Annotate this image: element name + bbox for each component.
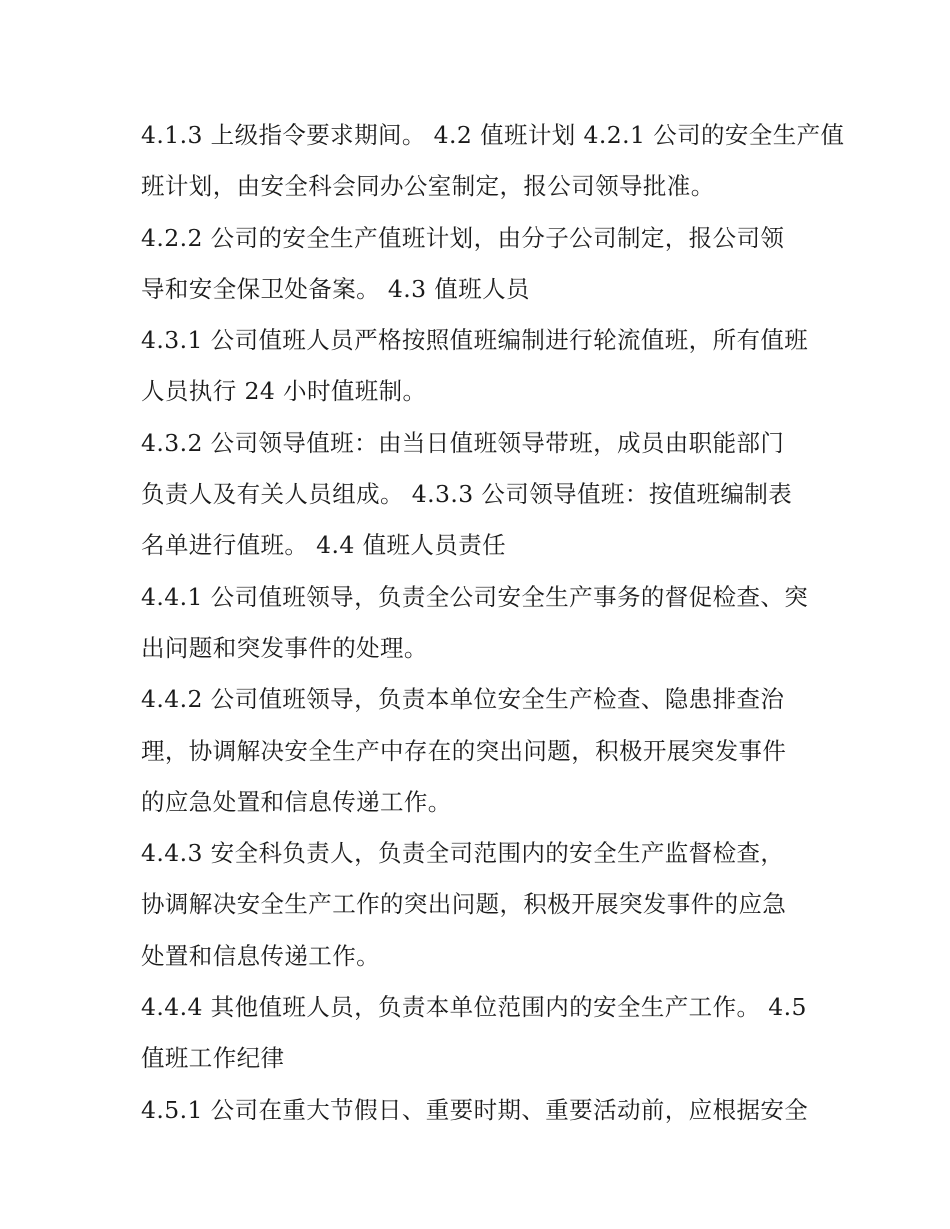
text-line: 4.4.3 安全科负责人，负责全司范围内的安全生产监督检查， [141, 839, 785, 868]
text-line: 4.1.3 上级指令要求期间。 4.2 值班计划 4.2.1 公司的安全生产值 [141, 121, 845, 149]
text-line: 处置和信息传递工作。 [141, 941, 380, 970]
text-line: 值班工作纪律 [141, 1044, 285, 1073]
text-line: 导和安全保卫处备案。 4.3 值班人员 [141, 274, 530, 303]
text-line: 负责人及有关人员组成。 4.3.3 公司领导值班：按值班编制表 [141, 480, 793, 509]
text-line: 4.2.2 公司的安全生产值班计划，由分子公司制定，报公司领 [141, 223, 785, 252]
text-line: 出问题和突发事件的处理。 [141, 633, 428, 662]
text-line: 4.4.2 公司值班领导，负责本单位安全生产检查、隐患排查治 [141, 685, 785, 714]
text-line: 名单进行值班。 4.4 值班人员责任 [141, 531, 507, 560]
text-line: 4.5.1 公司在重大节假日、重要时期、重要活动前，应根据安全 [141, 1095, 809, 1124]
text-line: 协调解决安全生产工作的突出问题，积极开展突发事件的应急 [141, 890, 787, 919]
text-line: 人员执行 24 小时值班制。 [141, 377, 427, 406]
document-body [141, 110, 845, 1136]
text-line: 的应急处置和信息传递工作。 [141, 787, 452, 816]
text-line: 理，协调解决安全生产中存在的突出问题，积极开展突发事件 [141, 736, 787, 765]
text-line: 4.3.2 公司领导值班：由当日值班领导带班，成员由职能部门 [141, 428, 785, 457]
text-line: 4.3.1 公司值班人员严格按照值班编制进行轮流值班，所有值班 [141, 326, 809, 355]
text-line: 班计划，由安全科会同办公室制定，报公司领导批准。 [141, 172, 715, 201]
text-line: 4.4.1 公司值班领导，负责全公司安全生产事务的督促检查、突 [141, 582, 809, 611]
text-line: 4.4.4 其他值班人员，负责本单位范围内的安全生产工作。 4.5 [141, 993, 807, 1022]
